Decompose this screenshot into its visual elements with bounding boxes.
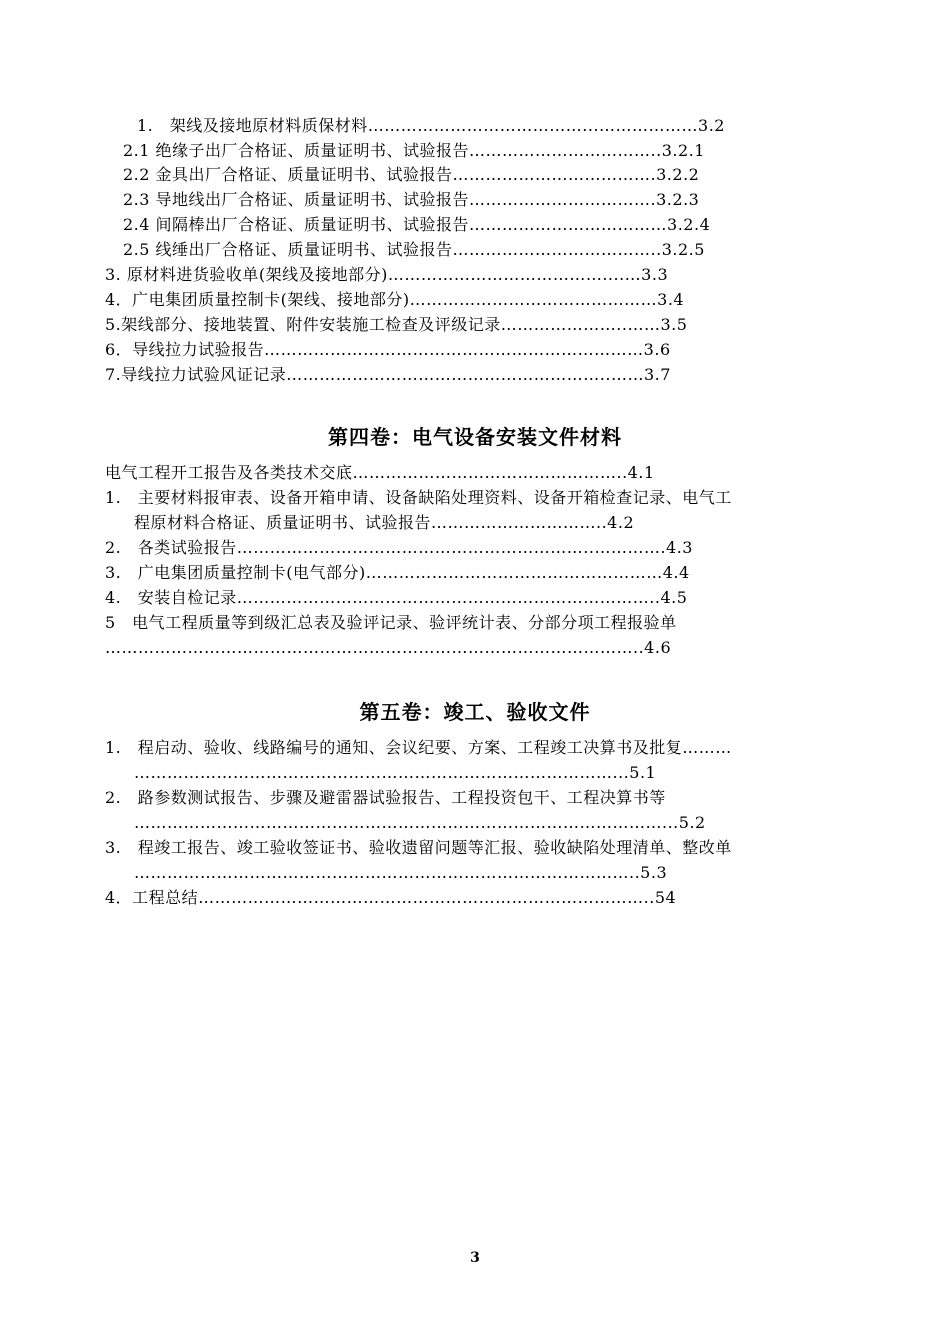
toc-entry: 2.2 金具出厂合格证、质量证明书、试验报告……………………………….3.2.2 [123,165,700,184]
toc-entry: 4．广电集团质量控制卡(架线、接地部分)………………………………………3.4 [105,290,685,309]
toc-entry: 5 电气工程质量等到级汇总表及验评记录、验评统计表、分部分项工程报验单 [105,613,677,632]
toc-entry: ……………………………………………………………………………...5.1 [134,763,657,782]
page-number: 3 [470,1250,480,1266]
toc-entry: 3. 广电集团质量控制卡(电气部分)………………………………………………4.4 [105,563,690,582]
toc-entry: 4．工程总结………………………………………………………………………..54 [105,888,677,907]
volume5-heading: 第五卷：竣工、验收文件 [359,700,591,724]
toc-entry: ……………………………………………………………………………………..4.6 [105,638,672,657]
toc-entry: 2.5 线缍出厂合格证、质量证明书、试验报告………………………………..3.2.5 [123,240,705,259]
toc-entry: 2.4 间隔棒出厂合格证、质量证明书、试验报告………………………………3.2.4 [123,215,711,234]
toc-entry: 程原材料合格证、质量证明书、试验报告…………………………..4.2 [134,513,635,532]
toc-entry: 1. 架线及接地原材料质保材料…………………………………...………………3.2 [137,116,725,135]
volume4-heading: 第四卷：电气设备安装文件材料 [328,425,622,449]
toc-entry: 3. 程竣工报告、竣工验收签证书、验收遗留问题等汇报、验收缺陷处理清单、整改单 [105,838,732,857]
toc-entry: 5.架线部分、接地装置、附件安装施工检查及评级记录…………………..……3.5 [105,315,688,334]
toc-entry: 3. 原材料进货验收单(架线及接地部分)…………………………………....…3.3 [105,265,669,284]
toc-entry: 7.导线拉力试验风证记录…………………………………………………..……3.7 [105,365,671,384]
toc-entry: 2.3 导地线出厂合格证、质量证明书、试验报告…………………………….3.2.3 [123,190,700,209]
toc-entry: 4. 安装自检记录…………………………………………………………………..4.5 [105,588,688,607]
toc-entry: ……………………………………………………………………………………...5.2 [134,813,706,832]
toc-entry: 6．导线拉力试验报告……………………………………………………………3.6 [105,340,671,359]
toc-entry: ………………………………………………………………………………..5.3 [134,863,668,882]
toc-entry: 2. 路参数测试报告、步骤及避雷器试验报告、工程投资包干、工程决算书等 [105,788,666,807]
toc-entry: 2. 各类试验报告………………………………………………………..………….4.3 [105,538,693,557]
toc-entry: 1. 程启动、验收、线路编号的通知、会议纪要、方案、工程竣工决算书及批复……… [105,738,732,757]
toc-entry: 1. 主要材料报审表、设备开箱申请、设备缺陷处理资料、设备开箱检查记录、电气工 [105,488,732,507]
toc-entry: 2.1 绝缘子出厂合格证、质量证明书、试验报告……………………………..3.2.1 [123,141,705,160]
toc-entry: 电气工程开工报告及各类技术交底…………………………………………..4.1 [105,463,655,482]
